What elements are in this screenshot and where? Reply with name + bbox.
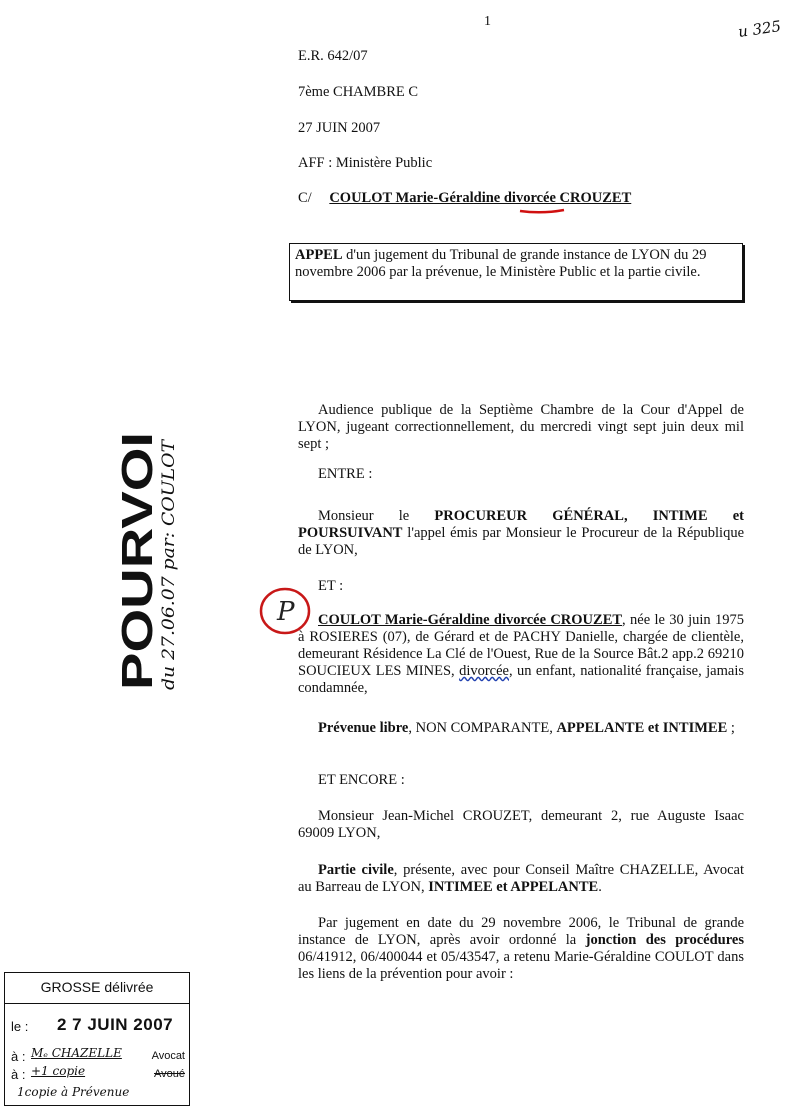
divorcee-word: divorcée xyxy=(459,663,509,679)
grosse-avocat: Avocat xyxy=(151,1050,185,1062)
grosse-a2-handwritten: +1 copie xyxy=(31,1064,86,1078)
grosse-date: 2 7 JUIN 2007 xyxy=(57,1015,174,1034)
appeal-label: APPEL xyxy=(295,247,343,263)
reference-number: E.R. 642/07 xyxy=(298,48,368,64)
grosse-note-handwritten: 1copie à Prévenue xyxy=(17,1085,130,1099)
partie-civile-text: , présente, avec pour Conseil Maître CHAZELLE, Avocat au Barreau de LYON, xyxy=(298,862,745,895)
grosse-a2-label: à : xyxy=(11,1067,26,1082)
jugement-jonction: jonction des procédures xyxy=(585,932,744,948)
defendant-details: , née le 30 juin 1975 à ROSIERES (07), de Gérard et de PACHY Danielle, chargée de clientèle, demeurant Résidence La Clé de l'Ouest, Rue de la Source Bât.2 app.2 69210 SOUCIEUX LES MINES, xyxy=(298,612,744,679)
jugement-end: 06/41912, 06/400044 et 05/43547, a retenu Marie-Géraldine COULOT dans les liens de la prévention pour avoir : xyxy=(298,949,744,982)
prevenue-end: ; xyxy=(727,720,735,736)
prevenue-status: Prévenue libre xyxy=(318,720,409,736)
pourvoi-line: du 27.06.07 par: COULOT xyxy=(159,463,179,690)
page-number: 1 xyxy=(484,14,491,29)
appeal-box xyxy=(289,243,743,301)
et-encore-label: ET ENCORE : xyxy=(318,772,405,788)
entre-label: ENTRE : xyxy=(318,466,373,482)
paragraph-partie-civile xyxy=(298,862,744,896)
partie-civile-end: . xyxy=(598,879,602,895)
appeal-text: d'un jugement du Tribunal de grande instance de LYON du 29 novembre 2006 par la prévenue, le Ministère Public et la partie civile. xyxy=(295,247,707,280)
contre-prefix: C/ xyxy=(298,190,312,206)
pourvoi-title: POURVOI xyxy=(113,487,162,690)
partie-civile-role: INTIMEE et APPELANTE xyxy=(428,879,599,895)
paragraph-prevenue xyxy=(298,720,744,737)
paragraph-partie-civile-person: Monsieur Jean-Michel CROUZET, demeurant 2, rue Auguste Isaac 69009 LYON, xyxy=(298,808,744,841)
contre-line xyxy=(298,190,631,207)
jugement-start: Par jugement en date du 29 novembre 2006, le Tribunal de grande instance de LYON, après avoir ordonné la xyxy=(298,915,744,948)
grosse-le-label: le : xyxy=(11,1019,29,1034)
paragraph-procureur xyxy=(298,508,744,559)
circled-p-letter: P xyxy=(277,597,295,627)
defendant-heading: COULOT Marie-Géraldine divorcée CROUZET xyxy=(329,190,632,206)
prevenue-role: APPELANTE et INTIMEE xyxy=(556,720,728,736)
procureur-text: l'appel émis par Monsieur le Procureur de la République de LYON, xyxy=(298,525,744,558)
procureur-title: PROCUREUR GÉNÉRAL, INTIME et POURSUIVANT xyxy=(298,508,744,541)
grosse-a1-handwritten: Mₑ CHAZELLE xyxy=(31,1046,122,1060)
procureur-intro: Monsieur le xyxy=(318,508,410,524)
grosse-a1-label: à : xyxy=(11,1049,26,1064)
grosse-avoue: Avoué xyxy=(154,1068,185,1080)
grosse-stamp-box xyxy=(4,972,190,1106)
grosse-title: GROSSE délivrée xyxy=(5,973,189,1004)
partie-civile-label: Partie civile xyxy=(318,862,394,878)
hearing-date: 27 JUIN 2007 xyxy=(298,120,381,136)
et-label: ET : xyxy=(318,578,344,594)
paragraph-audience: Audience publique de la Septième Chambre de la Cour d'Appel de LYON, jugeant correctionnellement, du mercredi vingt sept juin deux mil sept ; xyxy=(298,402,744,452)
handwritten-corner-note: u 325 xyxy=(736,17,783,41)
red-underline-mark xyxy=(518,207,566,215)
defendant-tail: , un enfant, nationalité française, jamais condamnée, xyxy=(298,663,745,696)
prevenue-mid: , NON COMPARANTE, xyxy=(408,720,557,736)
affaire-line: AFF : Ministère Public xyxy=(298,155,433,171)
paragraph-defendant xyxy=(298,612,744,697)
chamber: 7ème CHAMBRE C xyxy=(298,84,419,100)
pourvoi-stamp xyxy=(108,428,180,690)
defendant-name: COULOT Marie-Géraldine divorcée CROUZET xyxy=(318,612,623,628)
paragraph-jugement xyxy=(298,915,744,983)
